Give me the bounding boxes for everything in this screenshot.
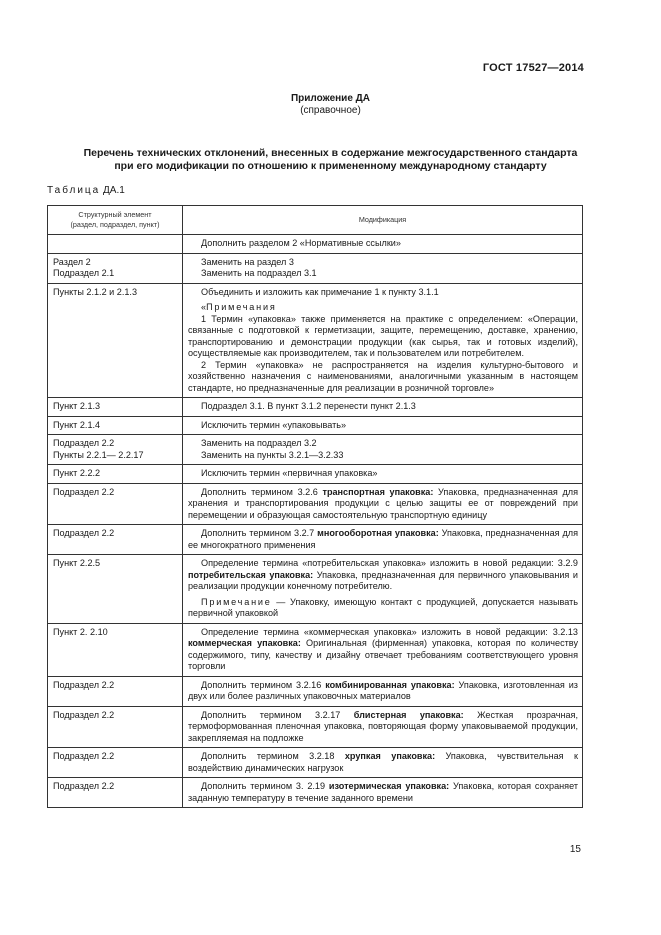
cell-element: Раздел 2 Подраздел 2.1 bbox=[48, 253, 183, 283]
cell-modification: Заменить на подраздел 3.2 Заменить на пункты 3.2.1—3.2.33 bbox=[183, 435, 583, 465]
cell-modification: Исключить термин «первичная упаковка» bbox=[183, 465, 583, 484]
table-row bbox=[48, 435, 583, 465]
cell-element: Пункт 2.2.5 bbox=[48, 555, 183, 624]
table-label-number: ДА.1 bbox=[103, 185, 125, 196]
table-row bbox=[48, 525, 583, 555]
table-row bbox=[48, 706, 583, 748]
table-row bbox=[48, 623, 583, 676]
cell-modification: Определение термина «потребительская упаковка» изложить в новой редакции: 3.2.9 потребительская упаковка: Упаковка, предназначенная для первичного упаковывания и реализации продукции конечному потребителю. Примечание — Упаковку, имеющую контакт с продукцией, допускается называть первичной упаковкой bbox=[183, 555, 583, 624]
cell-element: Подраздел 2.2 bbox=[48, 748, 183, 778]
standard-code: ГОСТ 17527—2014 bbox=[482, 62, 584, 74]
table-row bbox=[48, 235, 583, 254]
cell-modification: Дополнить термином 3.2.7 многооборотная упаковка: Упаковка, предназначенная для ее многократного применения bbox=[183, 525, 583, 555]
cell-modification: Объединить и изложить как примечание 1 к пункту 3.1.1 «Примечания 1 Термин «упаковка» также применяется на практике с определением: «Операции, связанные с подготовкой к герметизации, защите, перемещению, доставке, хранению, транспортированию и демонстрации продукции (как сырья, так и готовых изделий), осуществляемые как производителем, так и пользователем или потребителем. 2 Термин «упаковка» не распространяется на изделия культурно-бытового и хозяйственно назначения с наименованиями, аналогичными указанным в настоящем стандарте, но предназначенные для реализации в розничной торговле» bbox=[183, 283, 583, 398]
deviations-table bbox=[47, 205, 583, 808]
document-title-line2: при его модификации по отношению к примененному международному стандарту bbox=[114, 160, 547, 172]
cell-element: Подраздел 2.2 bbox=[48, 483, 183, 525]
cell-element: Пункт 2.1.4 bbox=[48, 416, 183, 435]
cell-modification: Подраздел 3.1. В пункт 3.1.2 перенести пункт 2.1.3 bbox=[183, 398, 583, 417]
cell-element bbox=[48, 235, 183, 254]
cell-modification: Дополнить термином 3. 2.19 изотермическая упаковка: Упаковка, которая сохраняет заданную температуру в течение заданного времени bbox=[183, 778, 583, 808]
header-structural-element: Структурный элемент (раздел, подраздел, пункт) bbox=[48, 206, 183, 235]
term: транспортная упаковка: bbox=[322, 486, 434, 497]
term: изотермическая упаковка: bbox=[328, 781, 450, 791]
cell-modification: Определение термина «коммерческая упаковка» изложить в новой редакции: 3.2.13 коммерческая упаковка: Оригинальная (фирменная) упаковка, которая по количеству содержимого, типу, качеству и дизайну отвечает требованиям соответствующего уровня торговли bbox=[183, 623, 583, 676]
cell-modification: Исключить термин «упаковывать» bbox=[183, 416, 583, 435]
term: хрупкая упаковка: bbox=[344, 751, 436, 761]
cell-modification: Дополнить термином 3.2.6 транспортная упаковка: Упаковка, предназначенная для хранения и транспортирования продукции с целью защиты ее от повреждений при перемещении и образующая самостоятельную транспортную единицу bbox=[183, 483, 583, 525]
document-title-line1: Перечень технических отклонений, внесенных в содержание межгосударственного стандарта bbox=[83, 147, 578, 159]
table-row bbox=[48, 465, 583, 484]
table-row bbox=[48, 283, 583, 398]
cell-element: Пункт 2.2.2 bbox=[48, 465, 183, 484]
cell-element: Подраздел 2.2 bbox=[48, 778, 183, 808]
appendix-heading bbox=[0, 93, 661, 117]
table-row bbox=[48, 748, 583, 778]
cell-element: Пункт 2. 2.10 bbox=[48, 623, 183, 676]
cell-modification: Дополнить термином 3.2.17 блистерная упаковка: Жесткая прозрачная, термоформованная пленочная упаковка, повторяющая форму упаковываемой продукции, закрепляемая на подложке bbox=[183, 706, 583, 748]
table-row bbox=[48, 555, 583, 624]
document-title bbox=[40, 147, 621, 173]
appendix-title: Приложение ДА bbox=[290, 93, 371, 104]
cell-element: Пункты 2.1.2 и 2.1.3 bbox=[48, 283, 183, 398]
cell-element: Подраздел 2.2 Пункты 2.2.1— 2.2.17 bbox=[48, 435, 183, 465]
table-header-row bbox=[48, 206, 583, 235]
appendix-subtitle: (справочное) bbox=[300, 105, 361, 116]
table-row bbox=[48, 676, 583, 706]
table-row bbox=[48, 778, 583, 808]
table-row bbox=[48, 416, 583, 435]
cell-element: Пункт 2.1.3 bbox=[48, 398, 183, 417]
cell-element: Подраздел 2.2 bbox=[48, 676, 183, 706]
cell-modification: Дополнить термином 3.2.16 комбинированная упаковка: Упаковка, изготовленная из двух или более различных упаковочных материалов bbox=[183, 676, 583, 706]
cell-modification: Дополнить термином 3.2.18 хрупкая упаковка: Упаковка, чувствительная к воздействию динамических нагрузок bbox=[183, 748, 583, 778]
term: многооборотная упаковка: bbox=[317, 528, 439, 538]
table-row bbox=[48, 253, 583, 283]
page-number: 15 bbox=[569, 844, 581, 855]
cell-element: Подраздел 2.2 bbox=[48, 706, 183, 748]
term: потребительская упаковка: bbox=[188, 569, 314, 580]
term: коммерческая упаковка: bbox=[188, 638, 301, 648]
cell-modification: Дополнить разделом 2 «Нормативные ссылки» bbox=[183, 235, 583, 254]
table-row bbox=[48, 398, 583, 417]
note-label: Примечание bbox=[201, 596, 272, 607]
table-label-word: Таблица bbox=[47, 185, 101, 196]
table-label bbox=[47, 185, 125, 196]
term: комбинированная упаковка: bbox=[325, 679, 455, 690]
term: блистерная упаковка: bbox=[353, 709, 464, 720]
note-label: Примечания bbox=[206, 302, 277, 312]
cell-modification: Заменить на раздел 3 Заменить на подраздел 3.1 bbox=[183, 253, 583, 283]
table-row bbox=[48, 483, 583, 525]
header-modification: Модификация bbox=[183, 206, 583, 235]
cell-element: Подраздел 2.2 bbox=[48, 525, 183, 555]
